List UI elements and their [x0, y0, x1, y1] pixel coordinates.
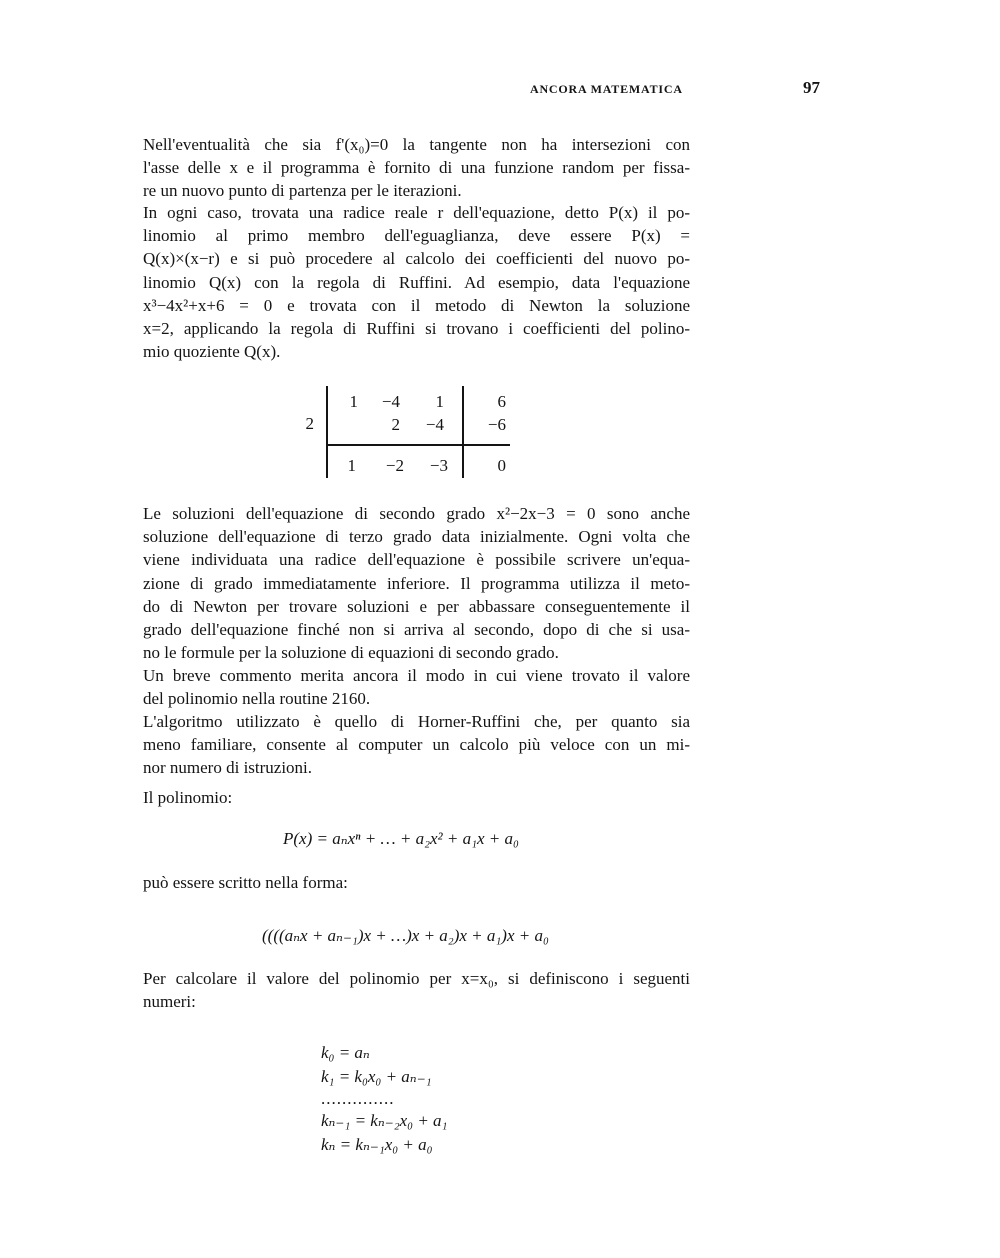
- k1-definition: k₁ = k₀x₀ + aₙ₋₁: [321, 1067, 432, 1086]
- text-line: L'algoritmo utilizzato è quello di Horner-Ruffini che, per quanto sia: [143, 712, 690, 731]
- text-line: do di Newton per trovare soluzioni e per abbassare conseguentemente il: [143, 596, 690, 616]
- paragraph-ruffini-intro: [143, 201, 690, 363]
- text-line: del polinomio nella routine 2160.: [143, 689, 371, 709]
- text-line: mio quoziente Q(x).: [143, 342, 281, 362]
- text-line: linomio Q(x) con la regola di Ruffini. Ad esempio, data l'equazione: [143, 272, 690, 292]
- text-line: nor numero di istruzioni.: [143, 758, 313, 778]
- paragraph-second-degree: [143, 502, 690, 664]
- paragraph-evaluation-intro: [143, 967, 690, 1013]
- text-line: meno familiare, consente al computer un calcolo più veloce con un mi-: [143, 735, 690, 755]
- paragraph-newton-tangent: [143, 133, 690, 203]
- ruffini-result: 1: [347, 456, 356, 475]
- text-line: Q(x)×(x−r) e si può procedere al calcolo dei coefficienti del nuovo po-: [143, 249, 690, 269]
- table-vertical-rule: [462, 386, 464, 478]
- ruffini-table: [290, 386, 520, 478]
- k0-definition: k₀ = aₙ: [321, 1043, 370, 1062]
- text-line: Per calcolare il valore del polinomio per x=x₀, si definiscono i seguenti: [143, 969, 690, 988]
- paragraph-form-intro: [143, 871, 690, 894]
- horner-formula: ((((aₙx + aₙ₋₁)x + …)x + a₂)x + a₁)x + a₀: [262, 926, 549, 945]
- ruffini-result: −2: [385, 456, 404, 475]
- text-line: grado dell'equazione finché non si arriva al secondo, dopo di che si usa-: [143, 619, 690, 639]
- ellipsis-row: ..............: [321, 1089, 395, 1108]
- ruffini-constant: 6: [497, 392, 506, 411]
- paragraph-polynomial-intro: [143, 786, 690, 809]
- ruffini-coefficient: −4: [381, 392, 400, 411]
- text-line: viene individuata una radice dell'equazione è possibile scrivere un'equa-: [143, 550, 690, 570]
- kn-definition: kₙ = kₙ₋₁x₀ + a₀: [321, 1135, 433, 1154]
- paragraph-routine-comment: [143, 664, 690, 710]
- ruffini-product: −4: [425, 415, 444, 434]
- text-line: può essere scritto nella forma:: [143, 873, 348, 892]
- ruffini-result: −3: [429, 456, 448, 475]
- paragraph-horner: [143, 710, 690, 780]
- table-horizontal-rule: [326, 444, 510, 446]
- text-line: Nell'eventualità che sia f'(x₀)=0 la tangente non ha intersezioni con: [143, 135, 690, 154]
- text-line: x³−4x²+x+6 = 0 e trovata con il metodo di Newton la soluzione: [143, 295, 690, 315]
- kn-minus-1-definition: kₙ₋₁ = kₙ₋₂x₀ + a₁: [321, 1111, 448, 1130]
- text-line: numeri:: [143, 992, 196, 1012]
- ruffini-coefficient: 1: [349, 392, 358, 411]
- ruffini-remainder: 0: [497, 456, 506, 475]
- text-line: x=2, applicando la regola di Ruffini si trovano i coefficienti del polino-: [143, 318, 690, 338]
- polynomial-formula: P(x) = aₙxⁿ + … + a₂x² + a₁x + a₀: [283, 829, 519, 848]
- page-number: 97: [803, 78, 820, 97]
- text-line: zione di grado immediatamente inferiore. Il programma utilizza il meto-: [143, 573, 690, 593]
- ruffini-product: 2: [391, 415, 400, 434]
- text-line: no le formule per la soluzione di equazioni di secondo grado.: [143, 643, 559, 663]
- text-line: Le soluzioni dell'equazione di secondo grado x²−2x−3 = 0 sono anche: [143, 504, 690, 523]
- running-head: ANCORA MATEMATICA: [530, 82, 683, 96]
- text-line: linomio al primo membro dell'eguaglianza, deve essere P(x) =: [143, 226, 690, 246]
- ruffini-coefficient: 1: [435, 392, 444, 411]
- text-line: Un breve commento merita ancora il modo in cui viene trovato il valore: [143, 666, 690, 685]
- text-line: In ogni caso, trovata una radice reale r dell'equazione, detto P(x) il po-: [143, 203, 690, 222]
- ruffini-product-constant: −6: [487, 415, 506, 434]
- text-line: re un nuovo punto di partenza per le iterazioni.: [143, 181, 462, 201]
- ruffini-root: 2: [305, 414, 314, 433]
- text-line: l'asse delle x e il programma è fornito di una funzione random per fissa-: [143, 158, 690, 178]
- text-line: soluzione dell'equazione di terzo grado data inizialmente. Ogni volta che: [143, 527, 690, 547]
- text-line: Il polinomio:: [143, 788, 233, 807]
